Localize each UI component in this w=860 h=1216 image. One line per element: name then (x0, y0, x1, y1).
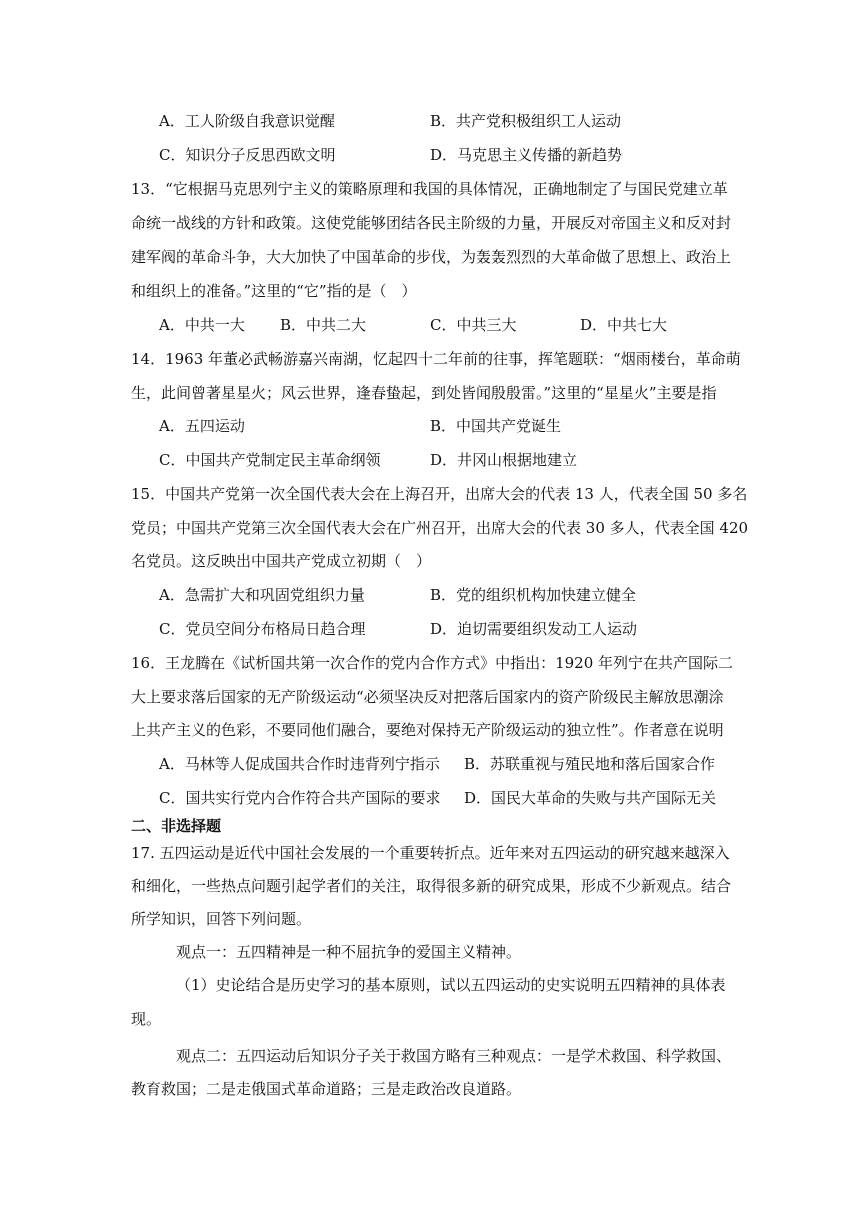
q13-stem-line: 建军阀的革命斗争，大大加快了中国革命的步伐，为轰轰烈烈的大革命做了思想上、政治上 (131, 248, 732, 266)
q12-option-d: D．马克思主义传播的新趋势 (430, 146, 623, 164)
q15-stem-line: 名党员。这反映出中国共产党成立初期（ ） (131, 552, 432, 570)
q16-stem-line: 16．王龙腾在《试析国共第一次合作的党内合作方式》中指出：1920 年列宁在共产国际二 (131, 654, 734, 672)
q14-stem-line: 14．1963 年董必武畅游嘉兴南湖，忆起四十二年前的往事，挥笔题联：“烟雨楼台，革命萌 (131, 350, 741, 368)
q16-option-a: A．马林等人促成国共合作时违背列宁指示 (159, 755, 440, 773)
q16-stem-line: 大上要求落后国家的无产阶级运动“必须坚决反对把落后国家内的资产阶级民主解放思潮涂 (131, 688, 724, 706)
q17-stem-line: 所学知识，回答下列问题。 (131, 910, 312, 928)
q14-stem-line: 生，此间曾著星星火；风云世界，逢春蛰起，到处皆闻殷殷雷。”这里的“星星火”主要是指 (131, 384, 717, 402)
section-heading: 二、非选择题 (131, 817, 222, 835)
q12-option-b: B．共产党积极组织工人运动 (430, 112, 622, 130)
q15-option-a: A．急需扩大和巩固党组织力量 (159, 586, 365, 604)
q13-option-c: C．中共三大 (430, 316, 517, 334)
q14-option-a: A．五四运动 (159, 417, 245, 435)
q15-option-b: B．党的组织机构加快建立健全 (430, 586, 637, 604)
q15-stem-line: 15．中国共产党第一次全国代表大会在上海召开，出席大会的代表 13 人，代表全国 50 多名 (131, 485, 748, 503)
q17-stem-line: 17. 五四运动是近代中国社会发展的一个重要转折点。近年来对五四运动的研究越来越深入 (131, 844, 730, 862)
q13-stem-line: 命统一战线的方针和政策。这使党能够团结各民主阶级的力量，开展反对帝国主义和反对封 (131, 214, 732, 232)
q15-stem-line: 党员；中国共产党第三次全国代表大会在广州召开，出席大会的代表 30 多人，代表全国 420 (131, 519, 749, 537)
q12-option-a: A．工人阶级自我意识觉醒 (159, 112, 335, 130)
q15-option-d: D．迫切需要组织发动工人运动 (430, 620, 638, 638)
q15-option-c: C．党员空间分布格局日趋合理 (159, 620, 366, 638)
q13-option-a: A．中共一大 (159, 316, 245, 334)
q16-stem-line: 上共产主义的色彩，不要同他们融合，要绝对保持无产阶级运动的独立性”。作者意在说明 (131, 721, 724, 739)
q17-stem-line: 和细化，一些热点问题引起学者们的关注，取得很多新的研究成果，形成不少新观点。结合 (131, 877, 732, 895)
q17-sub-question-1: （1）史论结合是历史学习的基本原则，试以五四运动的史实说明五四精神的具体表 (176, 976, 726, 994)
q16-option-b: B．苏联重视与殖民地和落后国家合作 (464, 755, 716, 773)
q16-option-c: C．国共实行党内合作符合共产国际的要求 (159, 789, 441, 807)
q13-stem-line: 和组织上的准备。”这里的“它”指的是（ ） (131, 282, 417, 300)
q17-view-two-cont: 教育救国；二是走俄国式革命道路；三是走政治改良道路。 (131, 1080, 522, 1098)
q13-option-b: B．中共二大 (280, 316, 367, 334)
q17-view-two: 观点二：五四运动后知识分子关于救国方略有三种观点：一是学术救国、科学救国、 (176, 1047, 732, 1065)
q16-option-d: D．国民大革命的失败与共产国际无关 (464, 789, 717, 807)
q14-option-d: D．井冈山根据地建立 (430, 451, 578, 469)
q14-option-c: C．中国共产党制定民主革命纲领 (159, 451, 381, 469)
q17-view-one: 观点一：五四精神是一种不屈抗争的爱国主义精神。 (176, 943, 522, 961)
q17-sub-question-1-cont: 现。 (131, 1010, 162, 1028)
q13-stem-line: 13．“它根据马克思列宁主义的策略原理和我国的具体情况，正确地制定了与国民党建立革 (131, 180, 728, 198)
q13-option-d: D．中共七大 (580, 316, 668, 334)
q14-option-b: B．中国共产党诞生 (430, 417, 562, 435)
q12-option-c: C．知识分子反思西欧文明 (159, 146, 336, 164)
